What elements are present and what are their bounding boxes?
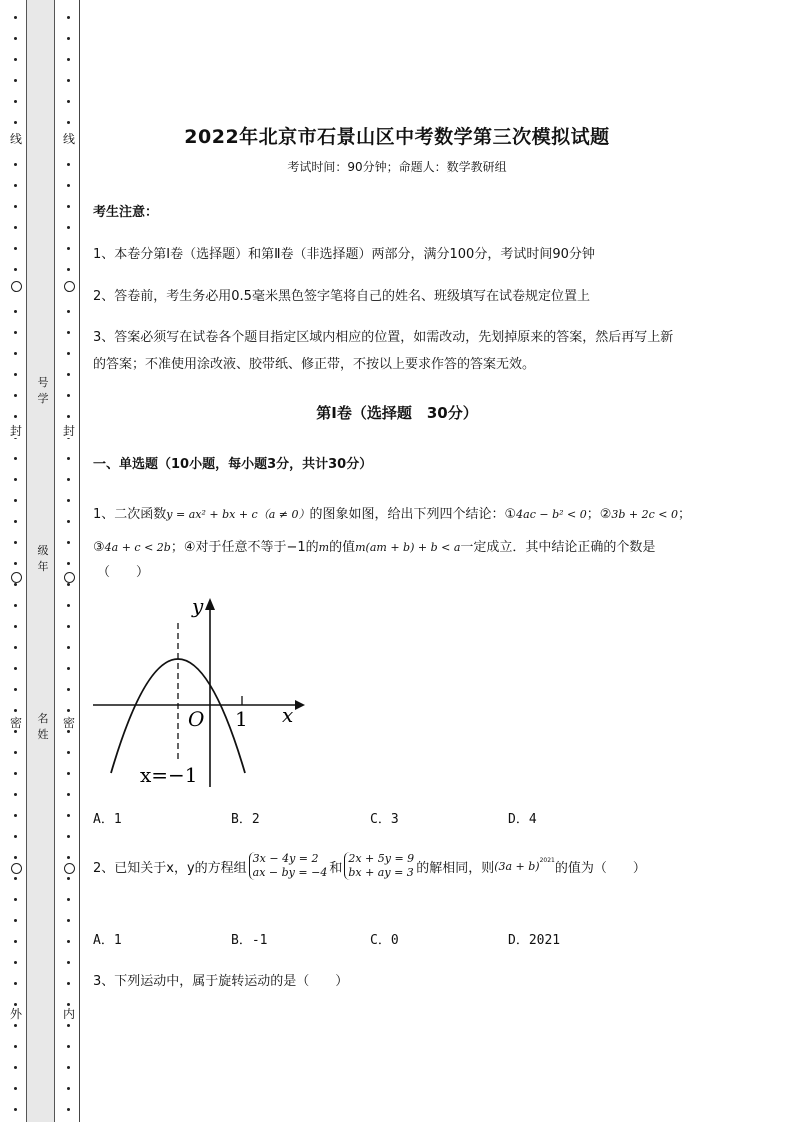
binding-dot	[67, 394, 70, 397]
x-axis-label: x	[282, 703, 294, 727]
binding-dot	[67, 1087, 70, 1090]
q2-exponent: 2021	[539, 856, 555, 864]
binding-dot	[14, 646, 17, 649]
binding-dot	[67, 247, 70, 250]
binding-label-class: 级年	[37, 544, 49, 573]
binding-dot	[67, 1045, 70, 1048]
binding-dot	[14, 709, 17, 712]
binding-dot	[14, 1045, 17, 1048]
binding-dot	[14, 478, 17, 481]
binding-dot	[67, 268, 70, 271]
binding-dot	[14, 100, 17, 103]
notice-item-continued: 的答案；不准使用涂改液、胶带纸、修正带，不按以上要求作答的答案无效。	[93, 357, 536, 372]
binding-dot	[14, 247, 17, 250]
binding-dot	[67, 730, 70, 733]
binding-dot	[14, 1066, 17, 1069]
binding-dot	[67, 1024, 70, 1027]
outer-circle	[11, 281, 22, 292]
binding-dot	[14, 730, 17, 733]
page-title: 2022年北京市石景山区中考数学第三次模拟试题	[184, 126, 610, 148]
q2-system-2-eq2: bx + ay = 3	[348, 866, 414, 879]
binding-dot	[67, 352, 70, 355]
binding-dot	[67, 940, 70, 943]
binding-dot	[14, 562, 17, 565]
section-title: 第I卷（选择题 30分）	[316, 404, 478, 422]
question-2	[93, 852, 646, 880]
binding-dot	[67, 709, 70, 712]
binding-dot	[67, 919, 70, 922]
binding-dot	[14, 541, 17, 544]
q1-prefix: 1、二次函数	[93, 507, 167, 522]
binding-dot	[67, 79, 70, 82]
binding-dot	[67, 16, 70, 19]
notice-item: 2、答卷前，考生务必用0.5毫米黑色签字笔将自己的姓名、班级填写在试卷规定位置上	[93, 289, 590, 304]
binding-dot	[14, 751, 17, 754]
binding-dot	[14, 457, 17, 460]
binding-dot	[14, 394, 17, 397]
question-1-line1	[93, 503, 691, 522]
q1-option-c[interactable]: C．3	[370, 812, 399, 827]
binding-dot	[67, 856, 70, 859]
binding-dot	[67, 604, 70, 607]
parabola-graph	[90, 595, 305, 790]
outer-mark-outside: 外	[9, 1007, 22, 1021]
q1-text: 的图象如图，给出下列四个结论：①	[309, 507, 517, 522]
symmetry-axis-label: x=−1	[140, 763, 198, 787]
binding-dot	[67, 226, 70, 229]
binding-dot	[67, 835, 70, 838]
q1-var-m: m	[318, 541, 330, 554]
outer-mark-seal: 封	[9, 424, 22, 438]
inner-circle	[64, 572, 75, 583]
binding-dot	[14, 226, 17, 229]
inner-circle	[64, 863, 75, 874]
binding-dot	[14, 268, 17, 271]
binding-dot	[67, 541, 70, 544]
binding-dot	[67, 184, 70, 187]
binding-dot	[67, 205, 70, 208]
q1-option-b[interactable]: B．2	[231, 812, 260, 827]
outer-mark-secret: 密	[9, 716, 22, 730]
q2-option-a[interactable]: A．1	[93, 933, 122, 948]
binding-dot	[14, 373, 17, 376]
binding-dot	[14, 1108, 17, 1111]
binding-dot	[67, 1003, 70, 1006]
q1-sep: ；②	[586, 507, 612, 522]
q1-conclusion-4: m(am + b) + b < a	[355, 541, 461, 554]
binding-dot	[67, 520, 70, 523]
q2-expression: (3a + b)	[494, 859, 540, 873]
binding-dot	[14, 667, 17, 670]
binding-dot	[67, 100, 70, 103]
q2-option-c[interactable]: C．0	[370, 933, 399, 948]
binding-dot	[14, 835, 17, 838]
q2-system-1	[249, 852, 328, 880]
question-1-line2	[93, 536, 655, 555]
x-tick-label-1: 1	[235, 707, 248, 731]
q1-text: ；④对于任意不等于−1的	[170, 540, 319, 555]
y-axis-arrow	[205, 598, 215, 610]
q2-system-1-eq1: 3x − 4y = 2	[252, 852, 319, 865]
q1-conclusion-1: 4ac − b² < 0	[516, 508, 587, 521]
q1-text: 的值	[329, 540, 356, 555]
binding-dot	[14, 856, 17, 859]
binding-dot	[14, 919, 17, 922]
outer-mark-line: 线	[9, 132, 22, 146]
binding-dot	[14, 814, 17, 817]
binding-dot	[14, 79, 17, 82]
binding-dot	[67, 751, 70, 754]
binding-dot	[14, 205, 17, 208]
binding-dot	[14, 961, 17, 964]
binding-dot	[67, 688, 70, 691]
notice-item: 1、本卷分第I卷（选择题）和第Ⅱ卷（非选择题）两部分，满分100分，考试时间90分钟	[93, 247, 595, 262]
binding-dot	[67, 625, 70, 628]
binding-dot	[67, 331, 70, 334]
q2-and: 和	[329, 860, 343, 876]
q1-option-a[interactable]: A．1	[93, 812, 122, 827]
binding-label-name: 名姓	[37, 712, 49, 741]
notice-heading: 考生注意：	[93, 205, 159, 220]
binding-dot	[67, 457, 70, 460]
outer-circle	[11, 572, 22, 583]
q2-system-1-eq2: ax − by = −4	[252, 866, 328, 879]
outer-circle	[11, 863, 22, 874]
binding-dot	[14, 499, 17, 502]
binding-dot	[67, 1108, 70, 1111]
binding-dot	[67, 961, 70, 964]
origin-label: O	[188, 707, 205, 731]
binding-dot	[67, 478, 70, 481]
inner-mark-inside: 内	[62, 1007, 75, 1021]
binding-dot	[14, 877, 17, 880]
binding-dot	[67, 667, 70, 670]
q1-text: 一定成立．其中结论正确的个数是	[460, 540, 656, 555]
inner-mark-seal: 封	[62, 424, 75, 438]
binding-dot	[14, 352, 17, 355]
y-axis-label: y	[192, 595, 204, 618]
notice-item: 3、答案必须写在试卷各个题目指定区域内相应的位置，如需改动，先划掉原来的答案，然后再写上新	[93, 330, 674, 345]
binding-dot	[67, 583, 70, 586]
binding-dot	[67, 646, 70, 649]
binding-dot	[67, 58, 70, 61]
binding-dot	[67, 793, 70, 796]
binding-dot	[14, 1003, 17, 1006]
binding-dot	[14, 37, 17, 40]
q2-option-b[interactable]: B．-1	[231, 933, 268, 948]
binding-dot	[14, 184, 17, 187]
binding-dot	[14, 982, 17, 985]
binding-dot	[67, 310, 70, 313]
q2-option-d[interactable]: D．2021	[508, 933, 561, 948]
binding-dot	[14, 604, 17, 607]
q2-system-2	[344, 852, 414, 880]
q1-conclusion-3: 4a + c < 2b	[104, 541, 171, 554]
binding-dot	[14, 940, 17, 943]
inner-mark-secret: 密	[62, 716, 75, 730]
binding-dot	[14, 772, 17, 775]
inner-circle	[64, 281, 75, 292]
q2-tail: 的值为（ ）	[554, 860, 646, 876]
q2-prefix: 2、已知关于x，y的方程组	[93, 860, 247, 876]
binding-dot	[67, 877, 70, 880]
binding-dot	[14, 331, 17, 334]
binding-dot	[67, 772, 70, 775]
question-3: 3、下列运动中，属于旋转运动的是（ ）	[93, 974, 349, 989]
binding-dot	[14, 898, 17, 901]
part-heading: 一、单选题（10小题，每小题3分，共计30分）	[93, 457, 373, 472]
binding-dot	[14, 625, 17, 628]
q1-sep: ；	[678, 507, 692, 522]
binding-dot	[67, 982, 70, 985]
binding-dot	[67, 1066, 70, 1069]
binding-dot	[14, 1024, 17, 1027]
binding-dot	[67, 814, 70, 817]
binding-dot	[14, 58, 17, 61]
binding-dot	[14, 583, 17, 586]
q1-answer-paren: （ ）	[97, 565, 150, 580]
q1-function-formula: y = ax² + bx + c（a ≠ 0）	[166, 508, 310, 521]
q1-conclusion-2: 3b + 2c < 0	[611, 508, 679, 521]
binding-dot	[67, 37, 70, 40]
binding-dot	[14, 1087, 17, 1090]
binding-dot	[67, 562, 70, 565]
binding-label-number: 号学	[37, 376, 49, 405]
q2-text: 的解相同，则	[416, 860, 495, 876]
binding-dot	[14, 688, 17, 691]
binding-dot	[14, 310, 17, 313]
inner-mark-line: 线	[62, 132, 75, 146]
binding-dot	[67, 373, 70, 376]
binding-dot	[14, 16, 17, 19]
binding-dot	[67, 499, 70, 502]
x-axis-arrow	[295, 700, 305, 710]
q1-circle-3: ③	[93, 540, 105, 555]
q2-system-2-eq1: 2x + 5y = 9	[348, 852, 415, 865]
q1-option-d[interactable]: D．4	[508, 812, 537, 827]
binding-dot	[67, 898, 70, 901]
binding-dot	[14, 520, 17, 523]
page-subtitle: 考试时间：90分钟；命题人：数学教研组	[287, 160, 507, 174]
binding-dot	[14, 793, 17, 796]
